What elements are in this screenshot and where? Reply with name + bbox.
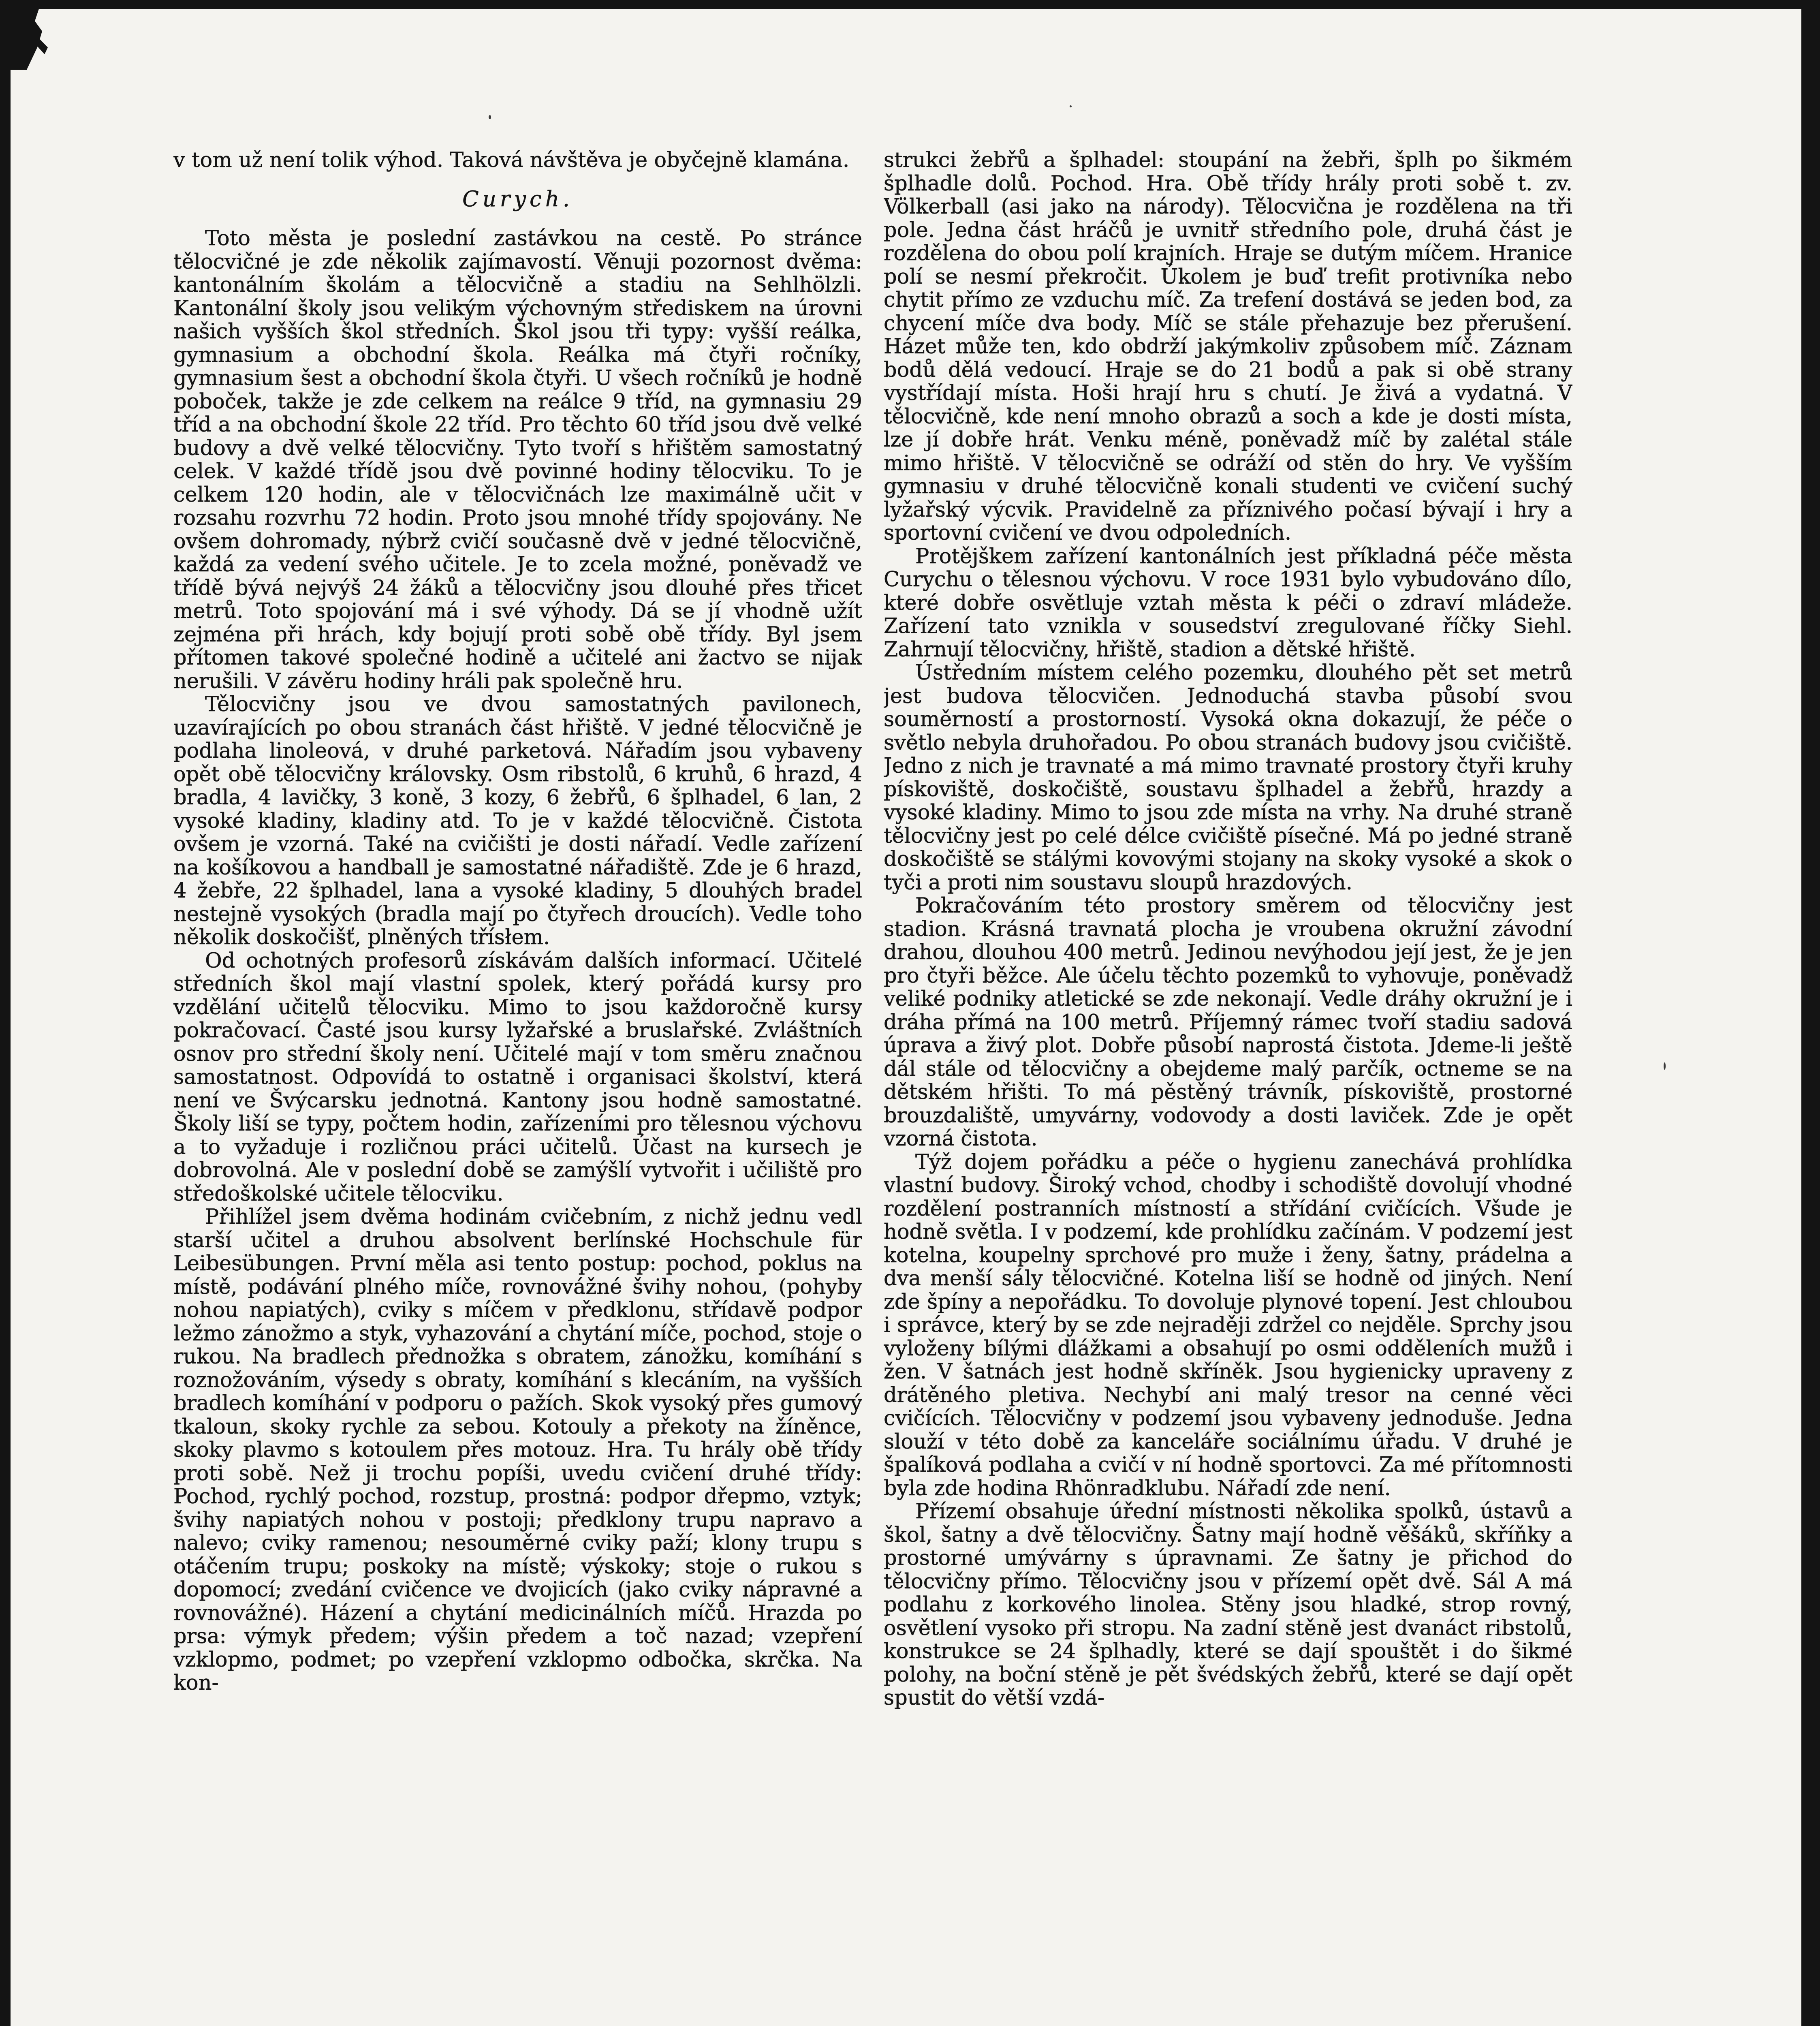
text-column-right xyxy=(884,149,1572,2026)
scan-speck xyxy=(489,115,491,119)
paragraph: Přihlížel jsem dvěma hodinám cvičebním, z nichž jednu vedl starší učitel a druhou absolvent berlínské Hochschule für Leibesübungen. První měla asi tento postup: pochod, poklus na místě, podávání plného míče, rovnovážné švihy nohou, (pohyby nohou napiatých), cviky s míčem v předklonu, střídavě podpor ležmo zánožmo a styk, vyhazování a chytání míče, pochod, stoje o rukou. Na bradlech přednožka s obratem, zánožku, komíhání s roznožováním, výsedy s obraty, komíhání s klecáním, na vyšších bradlech komíhání v podporu o pažích. Skok vysoký přes gumový tkaloun, skoky rychle za sebou. Kotouly a překoty na žíněnce, skoky plavmo s kotoulem přes motouz. Hra. Tu hrály obě třídy proti sobě. Než ji trochu popíši, uvedu cvičení druhé třídy: Pochod, rychlý pochod, rozstup, prostná: podpor dřepmo, vztyk; švihy napiatých nohou v postoji; předklony trupu napravo a nalevo; cviky ramenou; nesouměrné cviky paží; klony trupu s otáčením trupu; poskoky na místě; výskoky; stoje o rukou s dopomocí; zvedání cvičence ve dvojicích (jako cviky nápravné a rovnovážné). Házení a chytání medicinálních míčů. Hrazda po prsa: výmyk předem; výšin předem a toč nazad; vzepření vzklopmo, podmet; po vzepření vzklopmo odbočka, skrčka. Na kon- xyxy=(173,1205,862,1695)
paragraph: Toto města je poslední zastávkou na cestě. Po stránce tělocvičné je zde několik zajímavostí. Věnuji pozornost dvěma: kantonálním školám a tělocvičně a stadiu na Sehlhölzli. Kantonální školy jsou velikým výchovným střediskem na úrovni našich vyšších škol středních. Škol jsou tři typy: vyšší reálka, gymnasium a obchodní škola. Reálka má čtyři ročníky, gymnasium šest a obchodní škola čtyři. U všech ročníků je hodně poboček, takže je zde celkem na reálce 9 tříd, na gymnasiu 29 tříd a na obchodní škole 22 tříd. Pro těchto 60 tříd jsou dvě velké budovy a dvě velké tělocvičny. Tyto tvoří s hřištěm samostatný celek. V každé třídě jsou dvě povinné hodiny tělocviku. To je celkem 120 hodin, ale v tělocvičnách lze maximálně učit v rozsahu rozvrhu 72 hodin. Proto jsou mnohé třídy spojovány. Ne ovšem dohromady, nýbrž cvičí současně dvě v jedné tělocvičně, každá za vedení svého učitele. Je to zcela možné, poněvadž ve třídě bývá nejvýš 24 žáků a tělocvičny jsou dlouhé přes třicet metrů. Toto spojování má i své výhody. Dá se jí vhodně užít zejména při hrách, kdy bojují proti sobě obě třídy. Byl jsem přítomen takové společné hodině a učitelé ani žactvo se nijak nerušili. V závěru hodiny hráli pak společně hru. xyxy=(173,227,862,693)
paragraph: Pokračováním této prostory směrem od tělocvičny jest stadion. Krásná travnatá plocha je vroubena okružní závodní drahou, dlouhou 400 metrů. Jedinou nevýhodou její jest, že je jen pro čtyři běžce. Ale účelu těchto pozemků to vyhovuje, poněvadž veliké podniky atletické se zde nekonají. Vedle dráhy okružní je i dráha přímá na 100 metrů. Příjemný rámec tvoří stadiu sadová úprava a živý plot. Dobře působí naprostá čistota. Jdeme-li ještě dál stále od tělocvičny a obejdeme malý parčík, octneme se na dětském hřišti. To má pěstěný trávník, pískoviště, prostorné brouzdaliště, umyvárny, vodovody a dosti laviček. Zde je opět vzorná čistota. xyxy=(884,894,1572,1151)
paragraph: Týž dojem pořádku a péče o hygienu zanechává prohlídka vlastní budovy. Široký vchod, chodby i schodiště dovolují vhodné rozdělení postranních místností a střídání cvičících. Všude je hodně světla. I v podzemí, kde prohlídku začínám. V podzemí jest kotelna, koupelny sprchové pro muže i ženy, šatny, prádelna a dva menší sály tělocvičné. Kotelna liší se hodně od jiných. Není zde špíny a nepořádku. To dovoluje plynové topení. Jest chloubou i správce, který by se zde nejraději zdržel co nejděle. Sprchy jsou vyloženy bílými dlážkami a obsahují po osmi odděleních mužů i žen. V šatnách jest hodně skříněk. Jsou hygienicky upraveny z drátěného pletiva. Nechybí ani malý tresor na cenné věci cvičících. Tělocvičny v podzemí jsou vybaveny jednoduše. Jedna slouží v této době za kanceláře sociálnímu úřadu. V druhé je špalíková podlaha a cvičí v ní hodně sportovci. Za mé přítomnosti byla zde hodina Rhönradklubu. Nářadí zde není. xyxy=(884,1150,1572,1500)
scan-speck xyxy=(1664,1062,1666,1070)
text-column-left xyxy=(173,149,862,2026)
paragraph: Ústředním místem celého pozemku, dlouhého pět set metrů jest budova tělocvičen. Jednoduchá stavba působí svou souměrností a prostorností. Vysoká okna dokazují, že péče o světlo nebyla druhořadou. Po obou stranách budovy jsou cvičiště. Jedno z nich je travnaté a má mimo travnaté prostory čtyři kruhy pískoviště, doskočiště, soustavu šplhadel a žebřů, hrazdy a vysoké kladiny. Mimo to jsou zde místa na vrhy. Na druhé straně tělocvičny jest po celé délce cvičiště písečné. Má po jedné straně doskočiště se stálými kovovými stojany na skoky vysoké a skok o tyči a proti nim soustavu sloupů hrazdových. xyxy=(884,661,1572,895)
paragraph: Od ochotných profesorů získávám dalších informací. Učitelé středních škol mají vlastní spolek, který pořádá kursy pro vzdělání učitelů tělocviku. Mimo to jsou každoročně kursy pokračovací. Časté jsou kursy lyžařské a bruslařské. Zvláštních osnov pro střední školy není. Učitelé mají v tom směru značnou samostatnost. Odpovídá to ostatně i organisaci školství, která není ve Švýcarsku jednotná. Kantony jsou hodně samostatné. Školy liší se typy, počtem hodin, zařízeními pro tělesnou výchovu a to vyžaduje i rozličnou práci učitelů. Účast na kursech je dobrovolná. Ale v poslední době se zamýšlí vytvořit i učiliště pro středoškolské učitele tělocviku. xyxy=(173,949,862,1206)
paragraph: Přízemí obsahuje úřední místnosti několika spolků, ústavů a škol, šatny a dvě tělocvičny. Šatny mají hodně věšáků, skříňky a prostorné umývárny s úpravnami. Ze šatny je přichod do tělocvičny přímo. Tělocvičny jsou v přízemí opět dvě. Sál A má podlahu z korkového linolea. Stěny jsou hladké, strop rovný, osvětlení vysoko při stropu. Na zadní stěně jest dvanáct ribstolů, konstrukce se 24 šplhadly, které se dají spouštět i do šikmé polohy, na boční stěně je pět švédských žebřů, které se dají opět spustit do větší vzdá- xyxy=(884,1500,1572,1710)
paragraph: strukci žebřů a šplhadel: stoupání na žebři, šplh po šikmém šplhadle dolů. Pochod. Hra. Obě třídy hrály proti sobě t. zv. Völkerball (asi jako na národy). Tělocvična je rozdělena na tři pole. Jedna část hráčů je uvnitř středního pole, druhá část je rozdělena do obou polí krajních. Hraje se dutým míčem. Hranice polí se nesmí překročit. Úkolem je buď trefit protivníka nebo chytit přímo ze vzduchu míč. Za trefení dostává se jeden bod, za chycení míče dva body. Míč se stále přehazuje bez přerušení. Házet může ten, kdo obdrží jakýmkoliv způsobem míč. Záznam bodů dělá vedoucí. Hraje se do 21 bodů a pak si obě strany vystřídají místa. Hoši hrají hru s chutí. Je živá a vydatná. V tělocvičně, kde není mnoho obrazů a soch a kde je dosti místa, lze jí dobře hrát. Venku méně, poněvadž míč by zalétal stále mimo hřiště. V tělocvičně se odráží od stěn do hry. Ve vyšším gymnasiu v druhé tělocvičně konali studenti ve cvičení suchý lyžařský výcvik. Pravidelně za příznivého počasí bývají i hry a sportovní cvičení ve dvou odpoledních. xyxy=(884,149,1572,545)
paragraph: Protějškem zařízení kantonálních jest příkladná péče města Curychu o tělesnou výchovu. V roce 1931 bylo vybudováno dílo, které dobře osvětluje vztah města k péči o zdraví mládeže. Zařízení tato vznikla v sousedství zregulované říčky Siehl. Zahrnují tělocvičny, hřiště, stadion a dětské hřiště. xyxy=(884,544,1572,662)
paragraph: v tom už není tolik výhod. Taková návštěva je obyčejně klamána. xyxy=(173,149,850,172)
paragraph: Tělocvičny jsou ve dvou samostatných pavilonech, uzavírajících po obou stranách část hřiště. V jedné tělocvičně je podlaha linoleová, v druhé parketová. Nářadím jsou vybaveny opět obě tělocvičny královsky. Osm ribstolů, 6 kruhů, 6 hrazd, 4 bradla, 4 lavičky, 3 koně, 3 kozy, 6 žebřů, 6 šplhadel, 6 lan, 2 vysoké kladiny, kladiny atd. To je v každé tělocvičně. Čistota ovšem je vzorná. Také na cvičišti je dosti nářadí. Vedle zařízení na košíkovou a handball je samostatné nářadiště. Zde je 6 hrazd, 4 žebře, 22 šplhadel, lana a vysoké kladiny, 5 dlouhých bradel nestejně vysokých (bradla mají po čtyřech droucích). Vedle toho několik doskočišť, plněných třísłem. xyxy=(173,692,862,949)
section-title: Curych. xyxy=(462,186,573,212)
document-page xyxy=(11,9,1801,2026)
scan-speck xyxy=(1070,105,1072,107)
torn-corner xyxy=(11,9,63,70)
